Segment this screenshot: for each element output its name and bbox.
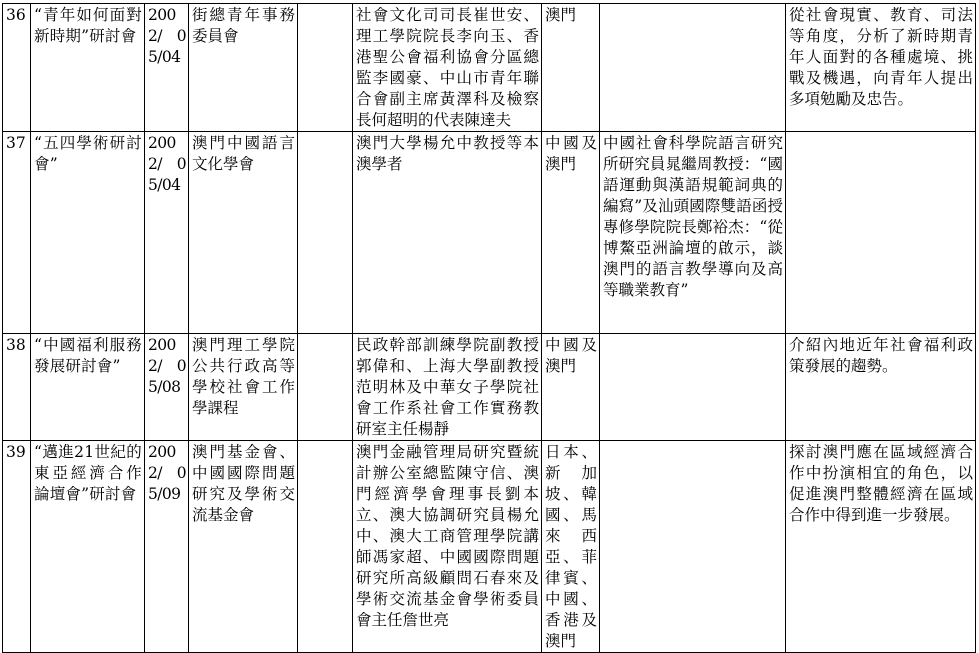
event-date: 2002/ 05/04 <box>145 4 189 132</box>
region: 中國及澳門 <box>542 132 600 334</box>
event-date: 2002/ 05/08 <box>145 334 189 441</box>
event-title: “中國福利服務發展研討會” <box>31 334 145 441</box>
participants: 社會文化司司長崔世安、理工學院院長李向玉、香港聖公會福利協會分區總監李國豪、中山市青年聯合會副主席黃澤科及檢察長何超明的代表陳達夫 <box>353 4 542 132</box>
table-row <box>3 441 976 653</box>
region: 日本、新加坡、韓國、馬來西亞、菲律賓、中國、香港及澳門 <box>542 441 600 653</box>
blank-cell <box>298 4 353 132</box>
row-number: 38 <box>3 334 31 441</box>
region: 澳門 <box>542 4 600 132</box>
speech-topics <box>600 441 786 653</box>
organizer: 街總青年事務委員會 <box>189 4 298 132</box>
event-date: 2002/ 05/04 <box>145 132 189 334</box>
blank-cell <box>298 441 353 653</box>
event-title: “邁進21世紀的東亞經濟合作論壇會”研討會 <box>31 441 145 653</box>
participants: 澳門大學楊允中教授等本澳學者 <box>353 132 542 334</box>
region: 中國及澳門 <box>542 334 600 441</box>
speech-topics <box>600 4 786 132</box>
participants: 澳門金融管理局研究暨統計辦公室總監陳守信、澳門經濟學會理事長劉本立、澳大協調研究員楊允中、澳大工商管理學院講師馮家超、中國國際問題研究所高級顧問石春來及學術交流基金會學術委員會主任詹世亮 <box>353 441 542 653</box>
speech-topics <box>600 334 786 441</box>
event-title: “青年如何面對新時期”研討會 <box>31 4 145 132</box>
event-title: “五四學術研討會” <box>31 132 145 334</box>
row-number: 37 <box>3 132 31 334</box>
table-row <box>3 334 976 441</box>
row-number: 39 <box>3 441 31 653</box>
organizer: 澳門理工學院公共行政高等學校社會工作學課程 <box>189 334 298 441</box>
table-row <box>3 132 976 334</box>
event-date: 2002/ 05/09 <box>145 441 189 653</box>
organizer: 澳門中國語言文化學會 <box>189 132 298 334</box>
table-row <box>3 4 976 132</box>
speech-topics: 中國社會科學院語言研究所研究員晁繼周教授：“國語運動與漢語規範詞典的編寫”及汕頭國際雙語函授專修學院院長鄭裕杰：“從博鰲亞洲論壇的啟示，談澳門的語言教學導向及高等職業教育” <box>600 132 786 334</box>
blank-cell <box>298 132 353 334</box>
seminar-table <box>2 3 976 653</box>
row-number: 36 <box>3 4 31 132</box>
summary <box>786 132 976 334</box>
summary: 從社會現實、教育、司法等角度，分析了新時期青年人面對的各種處境、挑戰及機遇，向青年人提出多項勉勵及忠告。 <box>786 4 976 132</box>
organizer: 澳門基金會、中國國際問題研究及學術交流基金會 <box>189 441 298 653</box>
blank-cell <box>298 334 353 441</box>
summary: 介紹內地近年社會福利政策發展的趨勢。 <box>786 334 976 441</box>
summary: 探討澳門應在區域經濟合作中扮演相宜的角色，以促進澳門整體經濟在區域合作中得到進一步發展。 <box>786 441 976 653</box>
participants: 民政幹部訓練學院副教授郭偉和、上海大學副教授范明林及中華女子學院社會工作系社會工作實務教研室主任楊靜 <box>353 334 542 441</box>
